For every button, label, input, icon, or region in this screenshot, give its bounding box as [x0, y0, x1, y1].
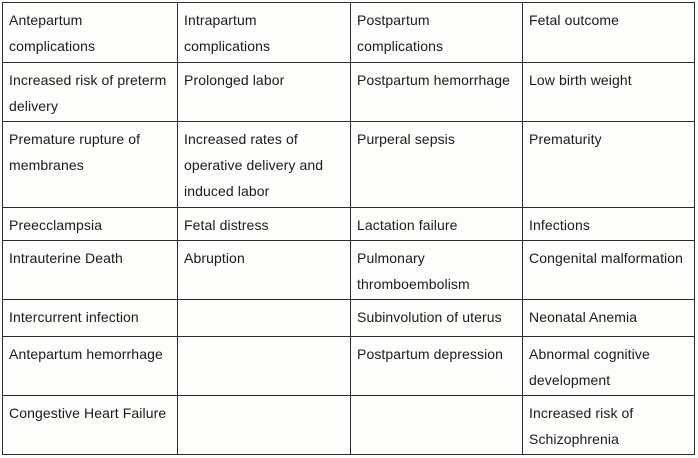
cell-text: Intercurrent infection — [9, 309, 139, 325]
cell-text: Congenital malformation — [529, 250, 684, 266]
table-cell — [178, 122, 351, 208]
cell-text: Postpartum depression — [357, 346, 504, 362]
table-row — [3, 122, 695, 208]
table-cell — [3, 208, 178, 241]
header-cell — [178, 3, 351, 63]
table-cell — [3, 122, 178, 208]
table-header-row — [3, 3, 695, 63]
table-cell — [3, 241, 178, 300]
cell-text: Neonatal Anemia — [529, 309, 638, 325]
cell-text: Pulmonary thromboembolism — [357, 250, 470, 292]
cell-text: Infections — [529, 217, 590, 233]
cell-text: Preecclampsia — [9, 217, 103, 233]
cell-text: Increased rates of operative delivery and induced labor — [184, 131, 324, 199]
table-row — [3, 241, 695, 300]
cell-text: Prematurity — [529, 131, 602, 147]
cell-text: Antepartum hemorrhage — [9, 346, 163, 362]
table-cell — [178, 63, 351, 122]
table-cell — [351, 300, 523, 337]
table-cell — [3, 337, 178, 396]
cell-text: Increased risk of Schizophrenia — [529, 405, 634, 447]
table-row — [3, 208, 695, 241]
cell-text: Congestive Heart Failure — [9, 405, 167, 421]
cell-text: Abruption — [184, 250, 245, 266]
cell-text: Fetal distress — [184, 217, 269, 233]
table-cell — [3, 300, 178, 337]
header-fetal-outcome: Fetal outcome — [529, 12, 620, 28]
header-postpartum: Postpartum complications — [357, 12, 444, 54]
complications-table — [2, 2, 695, 455]
table-cell — [523, 300, 695, 337]
table-cell — [178, 241, 351, 300]
table-cell — [178, 300, 351, 337]
table-cell — [351, 63, 523, 122]
cell-text: Abnormal cognitive development — [529, 346, 650, 388]
cell-text: Lactation failure — [357, 217, 458, 233]
cell-text: Increased risk of preterm delivery — [9, 72, 167, 114]
table-cell — [351, 208, 523, 241]
table-cell — [523, 122, 695, 208]
cell-text: Premature rupture of membranes — [9, 131, 141, 173]
table-cell — [3, 396, 178, 455]
table-cell — [351, 337, 523, 396]
cell-text: Prolonged labor — [184, 72, 285, 88]
table-cell — [3, 63, 178, 122]
table-cell — [351, 241, 523, 300]
header-cell — [351, 3, 523, 63]
cell-text: Subinvolution of uterus — [357, 309, 502, 325]
header-intrapartum: Intrapartum complications — [184, 12, 271, 54]
table-row — [3, 300, 695, 337]
table-row — [3, 396, 695, 455]
table-cell — [351, 396, 523, 455]
table-row — [3, 337, 695, 396]
cell-text: Low birth weight — [529, 72, 632, 88]
header-antepartum: Antepartum complications — [9, 12, 96, 54]
cell-text: Purperal sepsis — [357, 131, 455, 147]
table-cell — [523, 396, 695, 455]
table-cell — [523, 63, 695, 122]
cell-text: Postpartum hemorrhage — [357, 72, 511, 88]
header-cell — [3, 3, 178, 63]
table-cell — [523, 337, 695, 396]
table-cell — [523, 208, 695, 241]
table-cell — [523, 241, 695, 300]
header-cell — [523, 3, 695, 63]
table-cell — [178, 396, 351, 455]
cell-text: Intrauterine Death — [9, 250, 123, 266]
table-cell — [178, 208, 351, 241]
table-row — [3, 63, 695, 122]
table-cell — [351, 122, 523, 208]
table-cell — [178, 337, 351, 396]
